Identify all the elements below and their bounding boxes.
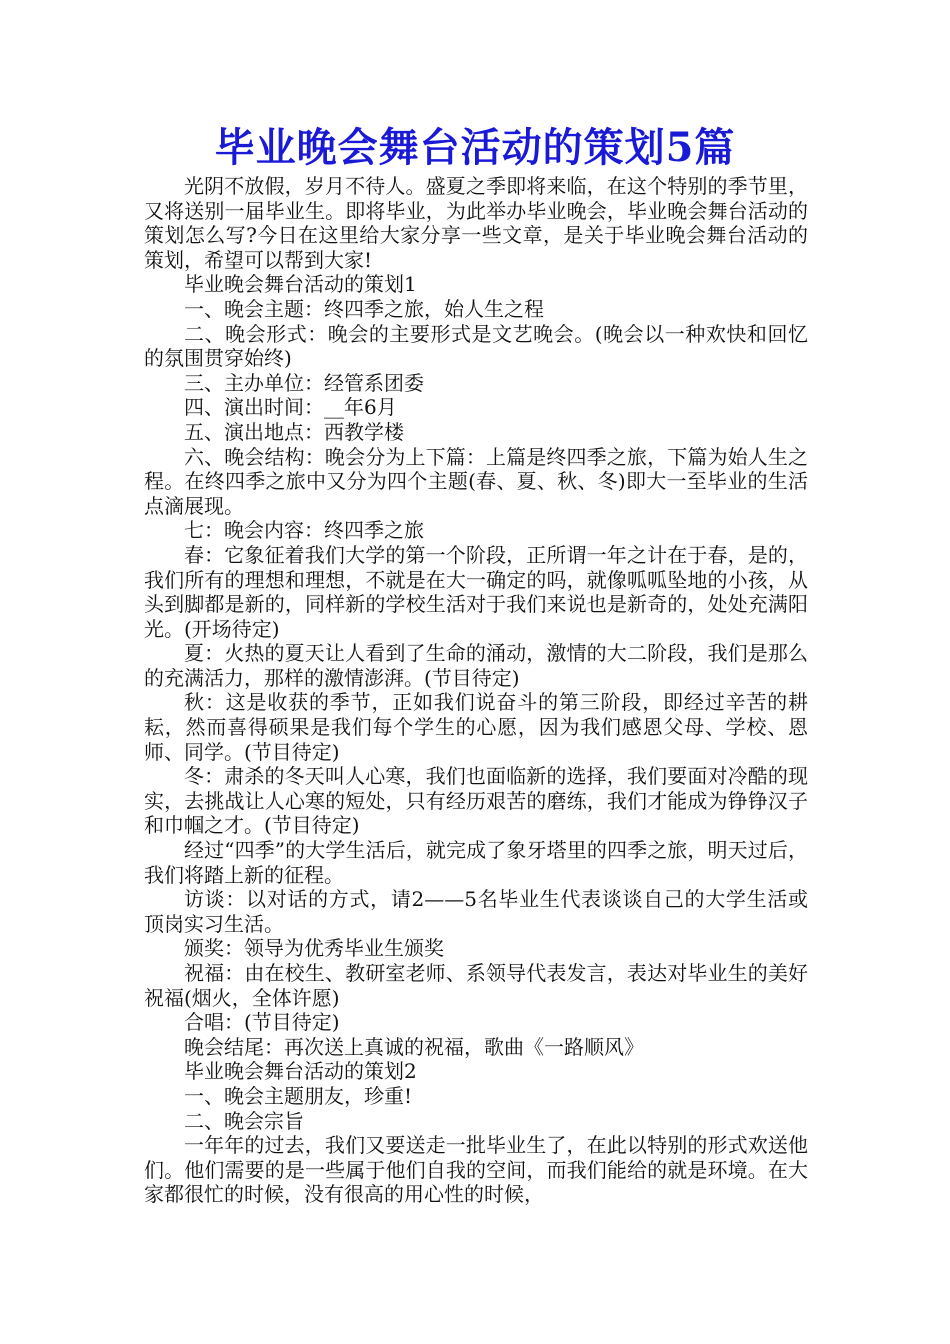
paragraph: 七：晚会内容：终四季之旅	[184, 518, 424, 543]
paragraph: 五、演出地点：西教学楼	[184, 419, 404, 444]
paragraph: 二、晚会宗旨	[184, 1108, 304, 1133]
paragraph: 合唱：(节目待定)	[184, 1010, 340, 1035]
paragraph: 六、晚会结构：晚会分为上下篇：上篇是终四季之旅，下篇为始人生之程。在终四季之旅中又分为四个主题(春、夏、秋、冬)即大一至毕业的生活点滴展现。	[144, 444, 808, 518]
paragraph: 颁奖：领导为优秀毕业生颁奖	[184, 936, 444, 961]
paragraph: 经过“四季”的大学生活后，就完成了象牙塔里的四季之旅，明天过后，我们将踏上新的征程。	[144, 838, 808, 887]
paragraph: 一、晚会主题朋友，珍重!	[184, 1083, 413, 1108]
paragraph: 冬：肃杀的冬天叫人心寒，我们也面临新的选择，我们要面对冷酷的现实，去挑战让人心寒的短处，只有经历艰苦的磨练，我们才能成为铮铮汉子和巾帼之才。(节目待定)	[144, 764, 808, 838]
paragraph: 四、演出时间：__年6月	[184, 395, 397, 420]
paragraph: 二、晚会形式：晚会的主要形式是文艺晚会。(晚会以一种欢快和回忆的氛围贯穿始终)	[144, 321, 808, 371]
paragraph: 夏：火热的夏天让人看到了生命的涌动，激情的大二阶段，我们是那么的充满活力，那样的激情澎湃。(节目待定)	[144, 641, 808, 690]
paragraph: 秋：这是收获的季节，正如我们说奋斗的第三阶段，即经过辛苦的耕耘，然而喜得硕果是我们每个学生的心愿，因为我们感恩父母、学校、恩师、同学。(节目待定)	[144, 690, 808, 764]
paragraph: 春：它象征着我们大学的第一个阶段，正所谓一年之计在于春，是的，我们所有的理想和理想，不就是在大一确定的吗，就像呱呱坠地的小孩，从头到脚都是新的，同样新的学校生活对于我们来说也是新奇的，处处充满阳光。(开场待定)	[144, 542, 808, 641]
document-body	[144, 174, 808, 1207]
paragraph: 三、主办单位：经管系团委	[184, 370, 424, 395]
section-heading: 毕业晚会舞台活动的策划2	[184, 1059, 417, 1084]
document-title: 毕业晚会舞台活动的策划5篇	[214, 124, 736, 171]
paragraph: 一、晚会主题：终四季之旅，始人生之程	[184, 296, 544, 321]
paragraph: 光阴不放假，岁月不待人。盛夏之季即将来临，在这个特别的季节里，又将送别一届毕业生。即将毕业，为此举办毕业晚会，毕业晚会舞台活动的策划怎么写?今日在这里给大家分享一些文章，是关于毕业晚会舞台活动的策划，希望可以帮到大家!	[144, 174, 808, 272]
paragraph: 祝福：由在校生、教研室老师、系领导代表发言，表达对毕业生的美好祝福(烟火，全体许愿)	[144, 961, 808, 1010]
paragraph: 一年年的过去，我们又要送走一批毕业生了，在此以特别的形式欢送他们。他们需要的是一些属于他们自我的空间，而我们能给的就是环境。在大家都很忙的时候，没有很高的用心性的时候，	[144, 1133, 808, 1207]
section-heading: 毕业晚会舞台活动的策划1	[184, 272, 417, 297]
paragraph: 晚会结尾：再次送上真诚的祝福，歌曲《一路顺风》	[184, 1034, 644, 1059]
paragraph: 访谈：以对话的方式，请2——5名毕业生代表谈谈自己的大学生活或顶岗实习生活。	[144, 887, 808, 936]
